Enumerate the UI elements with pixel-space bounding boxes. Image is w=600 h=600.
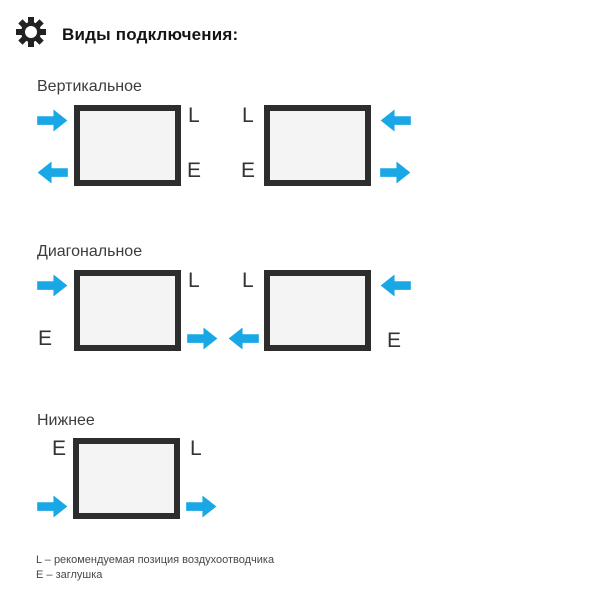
port-label-e: E xyxy=(241,159,256,182)
flow-arrow-right-icon xyxy=(380,161,411,184)
radiator-rect xyxy=(264,270,371,351)
section-title-bottom: Нижнее xyxy=(37,412,95,429)
flow-arrow-right-icon xyxy=(187,327,218,350)
legend-line-e: E – заглушка xyxy=(36,569,103,581)
legend xyxy=(36,553,274,583)
port-label-e: E xyxy=(52,437,67,460)
flow-arrow-right-icon xyxy=(37,495,68,518)
flow-arrow-left-icon xyxy=(380,109,411,132)
radiator-rect xyxy=(74,105,181,186)
flow-arrow-right-icon xyxy=(186,495,217,518)
flow-arrow-right-icon xyxy=(37,274,68,297)
legend-line-l: L – рекомендуемая позиция воздухоотводчика xyxy=(36,554,275,566)
section-title-vertical: Вертикальное xyxy=(37,78,142,95)
port-label-e: E xyxy=(38,327,53,350)
page-title: Виды подключения: xyxy=(62,25,239,44)
port-label-l: L xyxy=(242,104,254,127)
port-label-e: E xyxy=(387,329,402,352)
gear-icon xyxy=(16,17,46,47)
flow-arrow-left-icon xyxy=(380,274,411,297)
port-label-l: L xyxy=(190,437,202,460)
port-label-l: L xyxy=(188,104,200,127)
flow-arrow-left-icon xyxy=(228,327,259,350)
radiator-rect xyxy=(73,438,180,519)
section-title-diagonal: Диагональное xyxy=(37,243,143,260)
port-label-l: L xyxy=(188,269,200,292)
radiator-rect xyxy=(74,270,181,351)
port-label-e: E xyxy=(187,159,202,182)
port-label-l: L xyxy=(242,269,254,292)
radiator-rect xyxy=(264,105,371,186)
flow-arrow-left-icon xyxy=(37,161,68,184)
flow-arrow-right-icon xyxy=(37,109,68,132)
